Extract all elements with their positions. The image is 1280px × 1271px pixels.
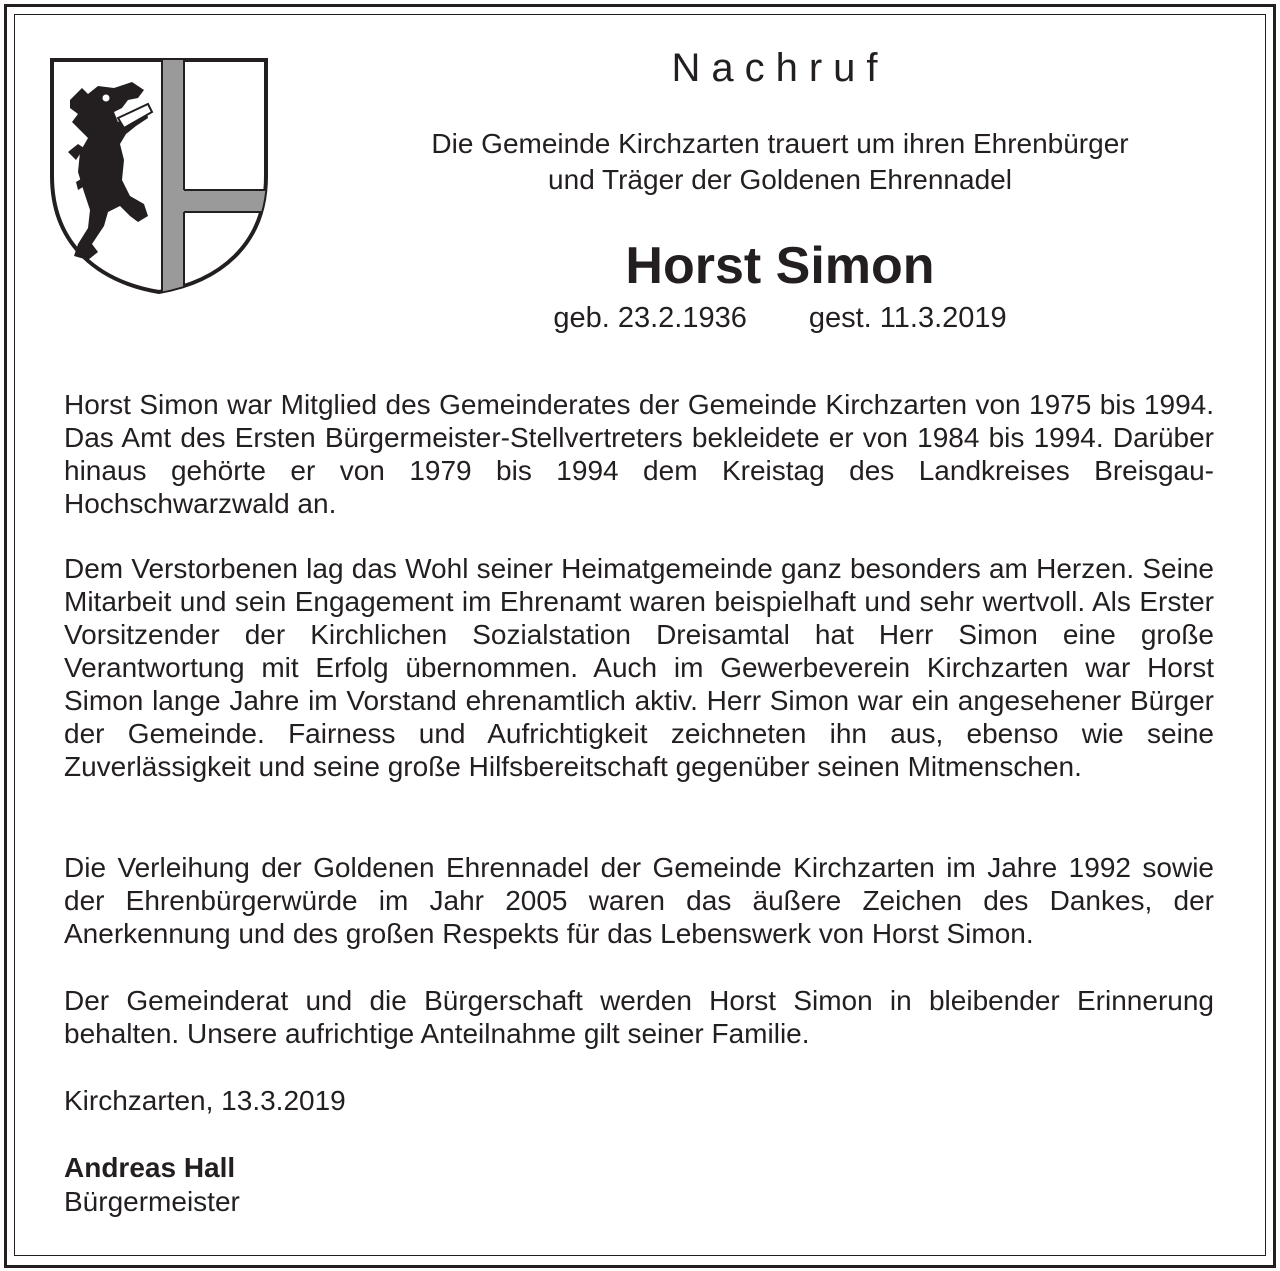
- intro-line-1: Die Gemeinde Kirchzarten trauert um ihren Ehrenbürger: [431, 128, 1129, 159]
- birth-date: geb. 23.2.1936: [553, 302, 747, 334]
- death-date: gest. 11.3.2019: [808, 302, 1007, 334]
- intro-text: [330, 126, 1230, 198]
- bear-eye-icon: [103, 95, 110, 102]
- life-dates: [330, 298, 1230, 338]
- paragraph-honors: Die Verleihung der Goldenen Ehrennadel der Gemeinde Kirchzarten im Jahre 1992 sowie der Ehrenbürgerwürde im Jahr 2005 waren das äußere Zeichen des Dankes, der Anerkennung und des großen Respekts für das Lebenswerk von Horst Simon.: [64, 852, 1214, 949]
- place-and-date: Kirchzarten, 13.3.2019: [64, 1085, 346, 1116]
- page-title: Nachruf: [671, 46, 889, 90]
- paragraph-engagement: Dem Verstorbenen lag das Wohl seiner Heimatgemeinde ganz besonders am Herzen. Seine Mitarbeit und sein Engagement im Ehrenamt waren beispielhaft und sehr wertvoll. Als Erster Vorsitzender der Kirchlichen Sozialstation Dreisamtal hat Herr Simon eine große Verantwortung mit Erfolg übernommen. Auch im Gewerbeverein Kirchzarten war Horst Simon lange Jahre im Vorstand ehrenamtlich aktiv. Herr Simon war ein angesehener Bürger der Gemeinde. Fairness und Aufrichtigkeit zeichneten ihn aus, ebenso wie seine Zuverlässigkeit und seine große Hilfsbereitschaft gegenüber seinen Mitmenschen.: [64, 553, 1214, 782]
- paragraph-career: Horst Simon war Mitglied des Gemeinderates der Gemeinde Kirchzarten von 1975 bis 1994. Das Amt des Ersten Bürgermeister-Stellvertreters bekleidete er von 1984 bis 1994. Darüber hinaus gehörte er von 1979 bis 1994 dem Kreistag des Landkreises Breisgau-Hochschwarzwald an.: [64, 389, 1214, 519]
- intro-line-2: und Träger der Goldenen Ehrennadel: [548, 164, 1012, 195]
- signer-title: Bürgermeister: [64, 1186, 240, 1217]
- deceased-name: Horst Simon: [625, 237, 935, 295]
- coat-of-arms-icon: [48, 56, 270, 296]
- signer-name: Andreas Hall: [64, 1152, 236, 1183]
- paragraph-condolence: Der Gemeinderat und die Bürgerschaft werden Horst Simon in bleibender Erinnerung behalten. Unsere aufrichtige Anteilnahme gilt seiner Familie.: [64, 985, 1214, 1049]
